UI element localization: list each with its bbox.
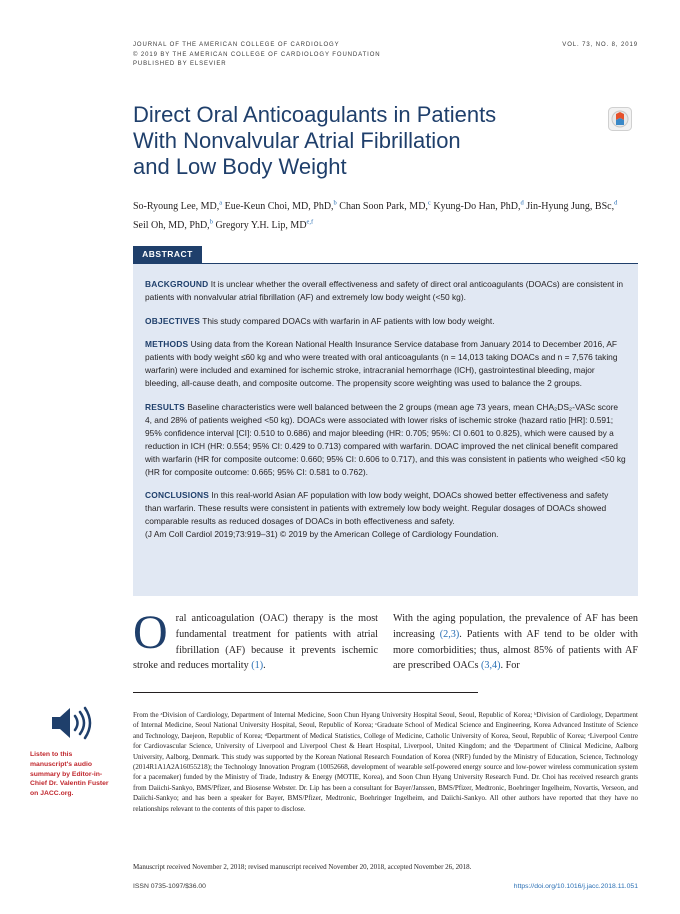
abstract-tab: ABSTRACT — [133, 246, 202, 263]
author: So-Ryoung Lee, MD,$^a$ — [133, 200, 223, 213]
audio-summary-link[interactable]: Listen to this manuscript's audio summary by Editor-in-Chief Dr. Valentin Fuster on JACC.org. — [30, 751, 109, 798]
reference-link[interactable]: (2,3) — [439, 628, 460, 640]
journal-publisher: PUBLISHED BY ELSEVIER — [133, 61, 227, 67]
abstract-objectives: OBJECTIVES This study compared DOACs with warfarin in AF patients with low body weight. — [145, 315, 495, 326]
abstract-methods: METHODS Using data from the Korean National Health Insurance Service database from January 2014 to December 2016, AF patients with body weight ≤60 kg and who were treated with oral anticoagulants (n = 14,013 taking DOACs and n = 7,576 taking warfarin) were included and examined for ischemic stroke, intracranial hemorrhage (ICH), gastrointestinal bleeding, major bleeding, all-cause death, and composite outcome. The propensity score weighting was used to balance the 2 groups. — [145, 339, 618, 388]
author: Eue-Keun Choi, MD, PhD,$^b$ — [224, 200, 337, 213]
doi-link[interactable]: https://doi.org/10.1016/j.jacc.2018.11.051 — [513, 883, 638, 890]
reference-link[interactable]: (3,4) — [480, 660, 501, 672]
author: Kyung-Do Han, PhD,$^d$ — [433, 200, 524, 213]
abstract-conclusions: CONCLUSIONS In this real-world Asian AF population with low body weight, DOACs showed better effectiveness and safety than warfarin. These results were consistent in patients with extremely low body weight. Regular dosages of DOACs showed comparable results as reduced dosages of DOACs in both effectiveness and safety. (J Am Coll Cardiol 2019;73:919–31) © 2019 by the American College of Cardiology Foundation. — [145, 490, 609, 539]
journal-name: JOURNAL OF THE AMERICAN COLLEGE OF CARDIOLOGY — [133, 42, 340, 48]
page-title — [133, 102, 573, 180]
abstract-results: RESULTS Baseline characteristics were well balanced between the 2 groups (mean age 73 years, mean CHA₂DS₂-VASc score 4, and 28% of patients weighed <50 kg). DOACs were associated with lower risks of ischemic stroke (hazard ratio [HR]: 0.591; 95% confidence interval [CI]: 0.510 to 0.686) and major bleeding (HR: 0.705; 95%: CI 0.601 to 0.825), which were caused by a reduction in ICH (HR: 0.554; 95% CI: 0.429 to 0.713) compared with warfarin. DOAC improved the net clinical benefit compared with warfarin (HR for composite outcome: 0.660; 95% CI: 0.606 to 0.717), and this was consistent in patients who weighed <50 kg (HR for composite outcome: 0.665; 95% CI: 0.581 to 0.762). — [145, 401, 626, 477]
crossmark-icon[interactable] — [608, 107, 632, 131]
journal-volume: VOL. 73, NO. 8, 2019 — [562, 42, 638, 48]
footnote-divider — [133, 692, 478, 693]
author-list — [133, 196, 638, 233]
affiliations: From the ᵃDivision of Cardiology, Department of Internal Medicine, Soon Chun Hyang University Hospital Seoul, Seoul, Republic of Korea; ᵇDivision of Cardiology, Department of Internal Medicine, Seoul National University Hospital, Seoul, Republic of Korea; ᶜGraduate School of Medical Science and Engineering, Korea Advanced Institute of Science and Technology, Daejeon, Republic of Korea; ᵈDepartment of Medical Statistics, College of Medicine, Catholic University of Korea, Seoul, Republic of Korea; ᵉLiverpool Centre for Cardiovascular Science, University of Liverpool and Liverpool Chest & Heart Hospital, Liverpool, United Kingdom; and the ᶠDepartment of Clinical Medicine, Aalborg University, Aalborg, Denmark. This study was supported by the Korean National Research Foundation of Korea (NRF) funded by the Ministry of Education, Science, Technology (2014R1A1A2A16055218); the Technology Innovation Program (10052668, development of wearable self-powered energy source and low-power wireless communication system for a pacemaker) funded by the Ministry of Trade, Industry & Energy (MOTIE, Korea), and Soon Chun Hyang University Research Fund. Dr. Choi has received research grants from Daiichi-Sankyo, BMS/Pfizer, and Biosense Webster. Dr. Lip has been a consultant for Bayer/Janssen, BMS/Pfizer, Medtronic, Boehringer Ingelheim, Novartis, Verseon, and Daiichi-Sankyo; and has been a speaker for Bayer, BMS/Pfizer, Medtronic, Boehringer Ingelheim, and Daiichi-Sankyo. All other authors have reported that they have no relationships relevant to the contents of this paper to disclose. — [133, 711, 638, 813]
manuscript-dates: Manuscript received November 2, 2018; revised manuscript received November 20, 2018, accepted November 26, 2018. — [133, 863, 472, 871]
reference-link[interactable]: (1) — [251, 660, 264, 672]
title-line: Direct Oral Anticoagulants in Patients — [133, 102, 497, 127]
author: Seil Oh, MD, PhD,$^b$ — [133, 218, 213, 231]
title-line: and Low Body Weight — [133, 154, 347, 179]
page-footer — [133, 883, 638, 890]
speaker-icon[interactable] — [48, 703, 96, 743]
journal-header — [133, 41, 638, 70]
author: Gregory Y.H. Lip, MD$^{e,f}$ — [215, 218, 314, 231]
body-column-left: Oral anticoagulation (OAC) therapy is the most fundamental treatment for patients with atrial fibrillation (AF) because it prevents ischemic stroke and reduces mortality (1). — [133, 606, 378, 672]
author: Jin-Hyung Jung, BSc,$^d$ — [526, 200, 618, 213]
title-line: With Nonvalvular Atrial Fibrillation — [133, 128, 461, 153]
author: Chan Soon Park, MD,$^c$ — [339, 200, 431, 213]
abstract-box — [133, 263, 638, 596]
issn: ISSN 0735-1097/$36.00 — [133, 883, 206, 890]
abstract-background: BACKGROUND It is unclear whether the overall effectiveness and safety of direct oral anticoagulants (DOACs) are consistent in patients with nonvalvular atrial fibrillation (AF) and extremely low body weight (<50 kg). — [145, 279, 624, 302]
journal-copyright: © 2019 BY THE AMERICAN COLLEGE OF CARDIOLOGY FOUNDATION — [133, 51, 381, 58]
abstract-citation: (J Am Coll Cardiol 2019;73:919–31) © 2019 by the American College of Cardiology Foundation. — [145, 529, 499, 539]
drop-cap: O — [133, 606, 168, 659]
body-column-right: With the aging population, the prevalence of AF has been increasing (2,3). Patients with AF tend to be older with more comorbidities; thus, almost 85% of patients with AF are prescribed OACs (3,4). For — [393, 613, 638, 672]
